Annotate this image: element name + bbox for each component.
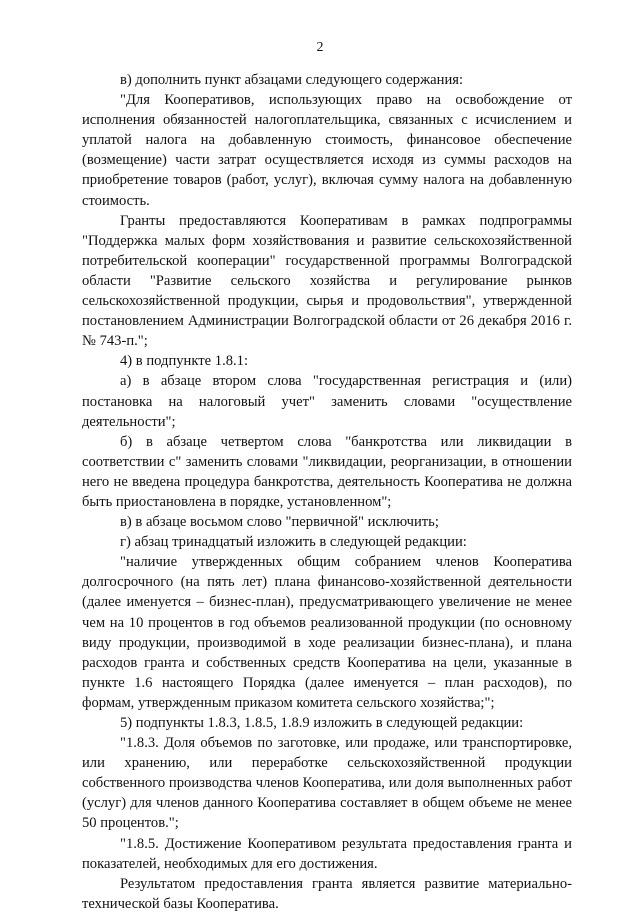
paragraph-5: а) в абзаце втором слова "государственная регистрация и (или) постановка на налоговый учет" заменить словами "осуществление деятельности"; (82, 373, 572, 430)
paragraph-7: в) в абзаце восьмом слово "первичной" исключить; (120, 514, 439, 531)
paragraph-11: "1.8.3. Доля объемов по заготовке, или продаже, или транспортировке, или хранению, или переработке сельскохозяйственной продукции собственного производства членов Кооператива, или доля выполненных работ (услуг) для членов данного Кооператива составляет в общем объеме не менее 50 процентов."; (82, 735, 572, 832)
paragraph-13: Результатом предоставления гранта является развитие материально-технической базы Кооператива. (82, 875, 572, 912)
paragraph-12: "1.8.5. Достижение Кооперативом результата предоставления гранта и показателей, необходимых для его достижения. (82, 835, 572, 872)
paragraph-4: 4) в подпункте 1.8.1: (120, 353, 249, 370)
paragraph-2: "Для Кооперативов, использующих право на освобождение от исполнения обязанностей налогоплательщика, связанных с исчислением и уплатой налога на добавленную стоимость, финансовое обеспечение (возмещение) части затрат осуществляется исходя из суммы расходов на приобретение товаров (работ, услуг), включая сумму налога на добавленную стоимость. (82, 92, 572, 209)
paragraph-6: б) в абзаце четвертом слова "банкротства или ликвидации в соответствии с" заменить словами "ликвидации, реорганизации, в отношении него не введена процедура банкротства, деятельность Кооператива не должна быть приостановлена в порядке, установленном"; (82, 433, 572, 510)
paragraph-9: "наличие утвержденных общим собранием членов Кооператива долгосрочного (на пять лет) плана финансово-хозяйственной деятельности (далее именуется – бизнес-план), предусматривающего увеличение не менее чем на 10 процентов в год объемов реализованной продукции (по основному виду продукции, производимой в ходе реализации бизнес-плана), и плана расходов гранта и собственных средств Кооператива на цели, указанные в пункте 1.6 настоящего Порядка (далее именуется – план расходов), по формам, утвержденным приказом комитета сельского хозяйства;"; (82, 554, 572, 711)
page-number: 2 (316, 40, 324, 55)
paragraph-10: 5) подпункты 1.8.3, 1.8.5, 1.8.9 изложить в следующей редакции: (120, 715, 524, 731)
paragraph-3: Гранты предоставляются Кооперативам в рамках подпрограммы "Поддержка малых форм хозяйствования и развитие сельскохозяйственной потребительской кооперации" государственной программы Волгоградской области "Развитие сельского хозяйства и регулирование рынков сельскохозяйственной продукции, сырья и продовольствия", утвержденной постановлением Администрации Волгоградской области от 26 декабря 2016 г. № 743-п."; (82, 212, 572, 350)
paragraph-1: в) дополнить пункт абзацами следующего содержания: (120, 72, 464, 88)
paragraph-8: г) абзац тринадцатый изложить в следующей редакции: (120, 534, 467, 551)
document-body (82, 70, 572, 914)
